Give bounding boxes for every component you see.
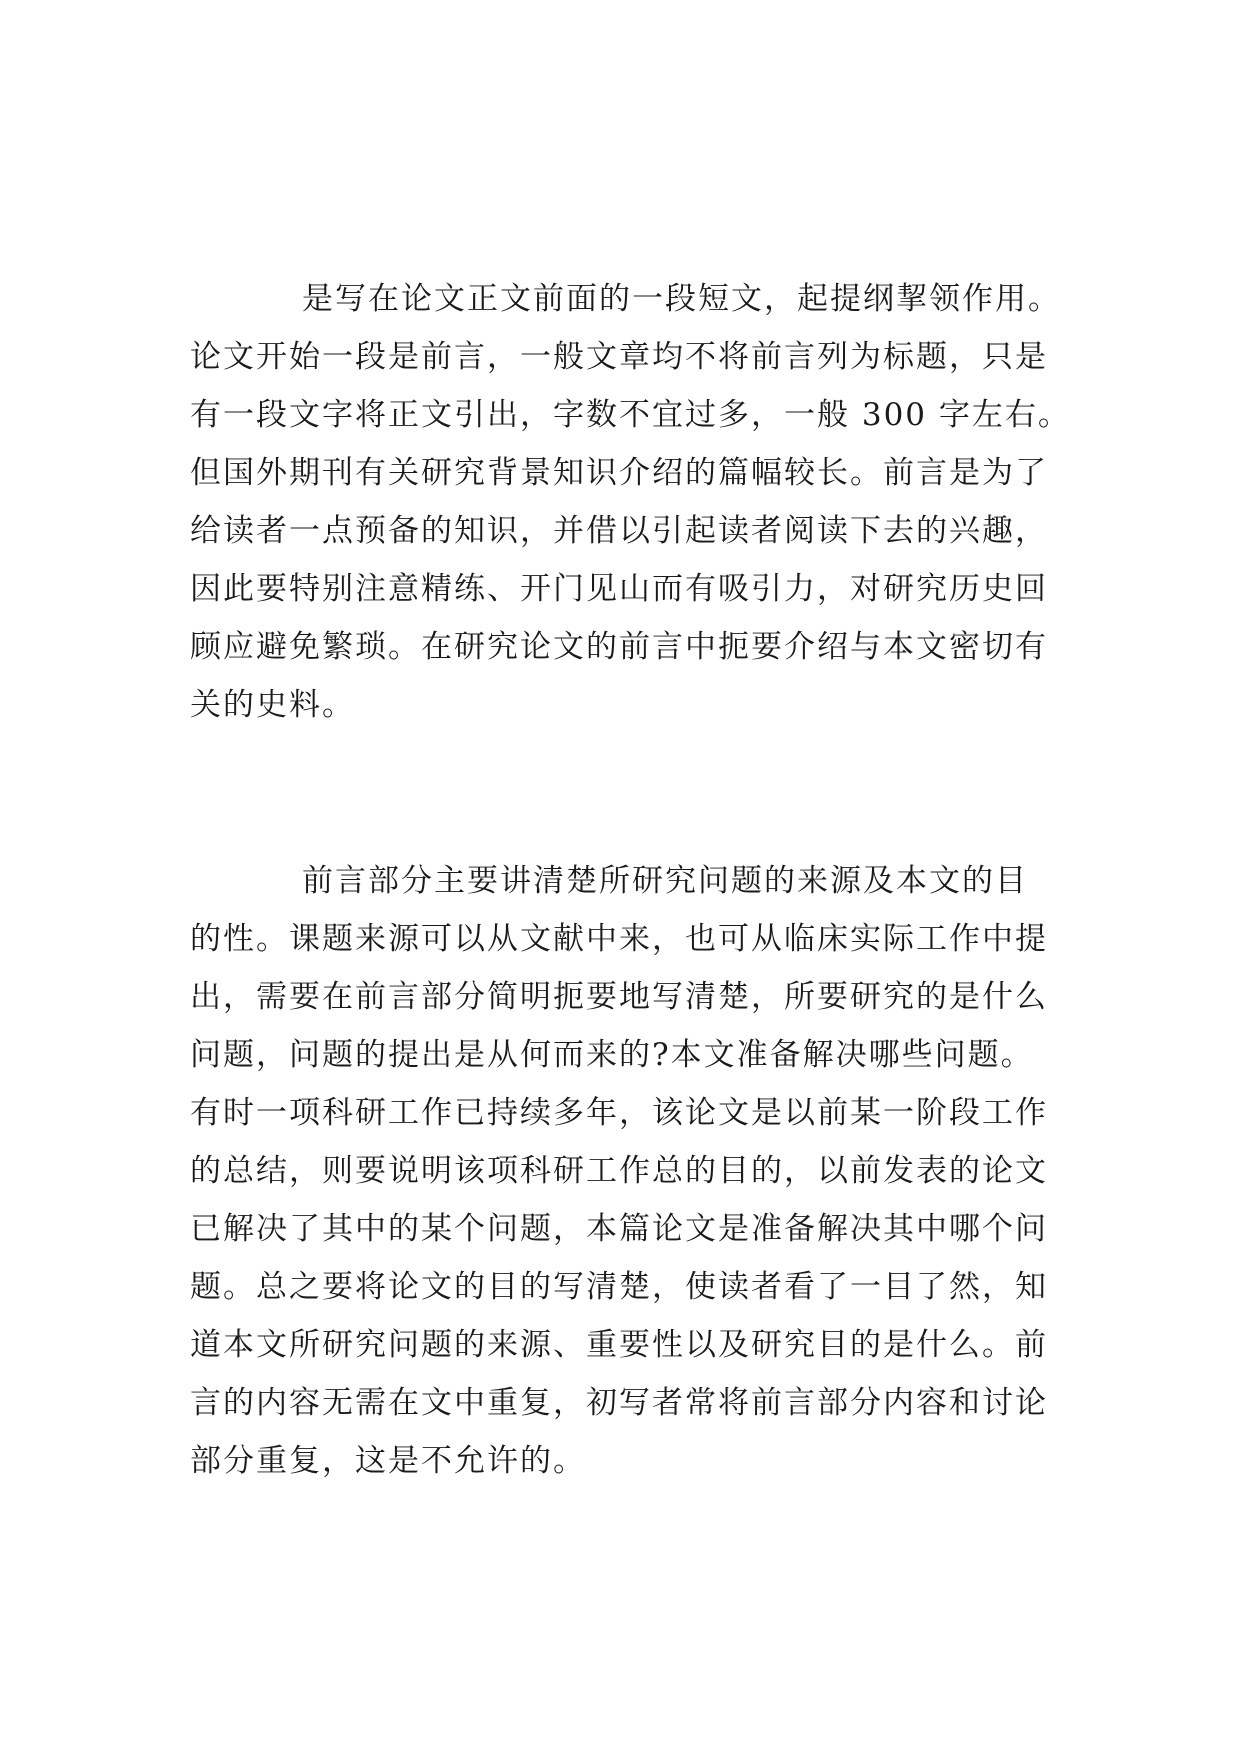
paragraph-line: 有时一项科研工作已持续多年，该论文是以前某一阶段工作 (190, 1095, 1048, 1131)
paragraph-line: 言的内容无需在文中重复，初写者常将前言部分内容和讨论 (190, 1385, 1048, 1421)
paragraph-line: 是写在论文正文前面的一段短文，起提纲挈领作用。 (302, 281, 1061, 317)
paragraph-line: 已解决了其中的某个问题，本篇论文是准备解决其中哪个问 (190, 1211, 1048, 1247)
paragraph-line: 题。总之要将论文的目的写清楚，使读者看了一目了然，知 (190, 1269, 1048, 1305)
paragraph-line: 但国外期刊有关研究背景知识介绍的篇幅较长。前言是为了 (190, 455, 1048, 491)
paragraph-line: 道本文所研究问题的来源、重要性以及研究目的是什么。前 (190, 1327, 1048, 1363)
paragraph-line: 有一段文字将正文引出，字数不宜过多，一般 300 字左右。 (190, 397, 1071, 433)
paragraph-intro (190, 270, 1071, 734)
paragraph-line: 关的史料。 (190, 687, 355, 723)
paragraph-line: 前言部分主要讲清楚所研究问题的来源及本文的目 (302, 863, 1028, 899)
paragraph-line: 的性。课题来源可以从文献中来，也可从临床实际工作中提 (190, 921, 1048, 957)
paragraph-line: 出，需要在前言部分简明扼要地写清楚，所要研究的是什么 (190, 979, 1048, 1015)
paragraph-line: 问题，问题的提出是从何而来的?本文准备解决哪些问题。 (190, 1037, 1034, 1073)
paragraph-line: 给读者一点预备的知识，并借以引起读者阅读下去的兴趣， (190, 513, 1048, 549)
paragraph-line: 的总结，则要说明该项科研工作总的目的，以前发表的论文 (190, 1153, 1048, 1189)
paragraph-line: 论文开始一段是前言，一般文章均不将前言列为标题，只是 (190, 339, 1048, 375)
paragraph-line: 因此要特别注意精练、开门见山而有吸引力，对研究历史回 (190, 571, 1048, 607)
paragraph-purpose (190, 852, 1060, 1490)
paragraph-line: 部分重复，这是不允许的。 (190, 1443, 586, 1479)
paragraph-line: 顾应避免繁琐。在研究论文的前言中扼要介绍与本文密切有 (190, 629, 1048, 665)
